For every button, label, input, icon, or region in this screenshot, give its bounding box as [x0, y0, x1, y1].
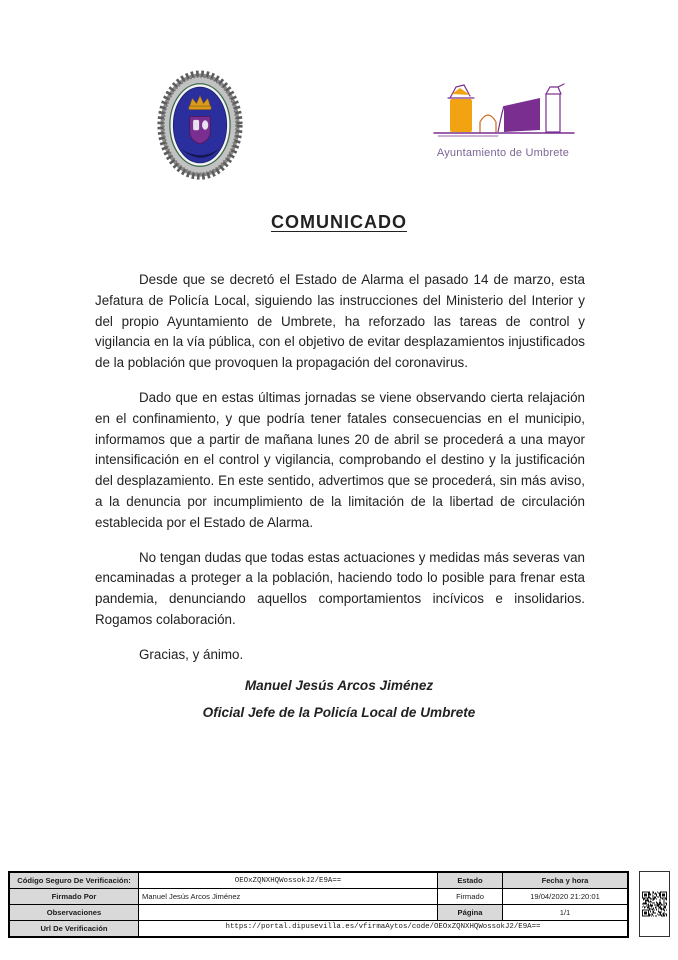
- paragraph-closing: Gracias, y ánimo.: [139, 646, 244, 662]
- paragraph-2: Dado que en estas últimas jornadas se viene observando cierta relajación en el confinamiento, y que podría tener fatales consecuencias en el municipio, informamos que a partir de mañana lunes 20 de abril se procederá a una mayor intensificación en el control y vigilancia, comprobando el destino y la justificación del desplazamiento. En este sentido, advertimos que se procederá, sin más aviso, a la denuncia por incumplimiento de la limitación de la libertad de circulación establecida por el Estado de Alarma.: [95, 389, 585, 530]
- observations-value: [139, 905, 438, 921]
- table-row: [9, 921, 628, 938]
- csv-value: OEOxZQNXHQWossokJ2/E9A==: [139, 872, 438, 889]
- observations-label: Observaciones: [9, 905, 139, 921]
- verification-footer: [8, 871, 670, 938]
- qr-code: [639, 871, 670, 937]
- table-row: [9, 905, 628, 921]
- paragraph-3: No tengan dudas que todas estas actuaciones y medidas más severas van encaminadas a proteger a la población, haciendo todo lo posible para frenar esta pandemia, denunciando aquellos comportamientos incívicos e insolidarios. Rogamos colaboración.: [95, 549, 585, 627]
- pagina-value: 1/1: [503, 905, 629, 921]
- fecha-header: Fecha y hora: [503, 872, 629, 889]
- signature-name: Manuel Jesús Arcos Jiménez: [244, 678, 434, 693]
- signature-block: [0, 678, 678, 720]
- signed-by-label: Firmado Por: [9, 889, 139, 905]
- signature-role: Oficial Jefe de la Policía Local de Umbrete: [202, 705, 476, 720]
- fecha-value: 19/04/2020 21:20:01: [503, 889, 629, 905]
- url-value: https://portal.dipusevilla.es/vfirmaAytos/code/OEOxZQNXHQWossokJ2/E9A==: [139, 921, 629, 938]
- town-hall-icon: [428, 82, 578, 140]
- pagina-label: Página: [438, 905, 503, 921]
- town-hall-logo: [428, 82, 578, 159]
- estado-header: Estado: [438, 872, 503, 889]
- document-body: [95, 270, 585, 680]
- document-header: [0, 64, 678, 194]
- qr-code-icon: [642, 874, 667, 934]
- police-badge-icon: [157, 70, 243, 180]
- town-hall-label: Ayuntamiento de Umbrete: [436, 147, 570, 159]
- signed-by-value: Manuel Jesús Arcos Jiménez: [139, 889, 438, 905]
- document-title: COMUNICADO: [271, 212, 407, 232]
- url-label: Url De Verificación: [9, 921, 139, 938]
- estado-value: Firmado: [438, 889, 503, 905]
- police-badge-logo: [157, 70, 243, 180]
- verification-table: [8, 871, 629, 938]
- paragraph-1: Desde que se decretó el Estado de Alarma el pasado 14 de marzo, esta Jefatura de Policía Local, siguiendo las instrucciones del Ministerio del Interior y del propio Ayuntamiento de Umbrete, ha reforzado las tareas de control y vigilancia en la vía pública, con el objetivo de evitar desplazamientos injustificados de la población que provoquen la propagación del coronavirus.: [95, 272, 585, 371]
- csv-label: Código Seguro De Verificación:: [9, 872, 139, 889]
- table-row: [9, 889, 628, 905]
- table-row: [9, 872, 628, 889]
